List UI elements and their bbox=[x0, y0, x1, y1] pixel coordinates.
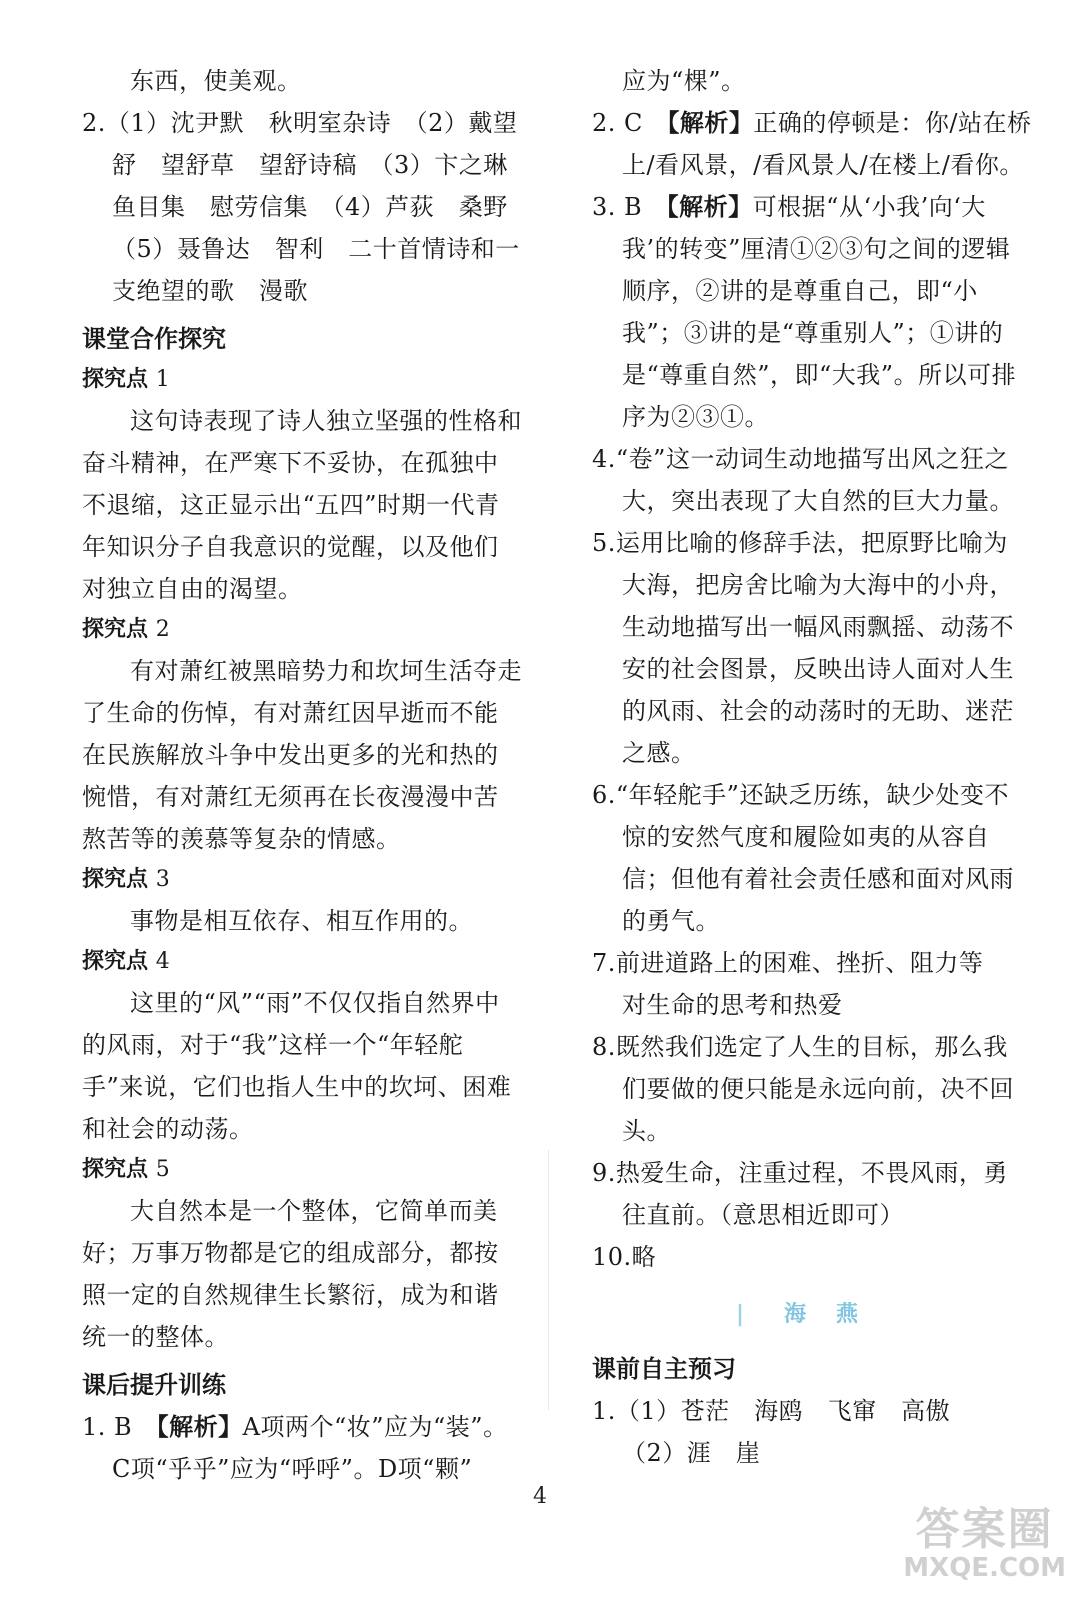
section-heading-classroom: 课堂合作探究 bbox=[82, 325, 226, 353]
preview-item-1-line2: （2）涯 崖 bbox=[622, 1439, 761, 1467]
section-heading-preview: 课前自主预习 bbox=[592, 1355, 736, 1383]
item-2-line: 鱼目集 慰劳信集 （4）芦荻 桑野 bbox=[112, 193, 508, 221]
inquiry-point-text: 有对萧红被黑暗势力和坎坷生活夺走了生命的伤悼，有对萧红因早逝而不能在民族解放斗争中发出更多的光和热的惋惜，有对萧红无须再在长夜漫漫中苦熬苦等的羡慕等复杂的情感。 bbox=[82, 657, 522, 853]
inquiry-point-heading: 探究点 1 bbox=[82, 367, 170, 392]
section-heading-after-class: 课后提升训练 bbox=[82, 1371, 226, 1399]
answer-item: 8.既然我们选定了人生的目标，那么我们要做的便只能是永远向前，决不回头。 bbox=[592, 1033, 1014, 1145]
item-2-line: 支绝望的歌 漫歌 bbox=[112, 277, 308, 305]
inquiry-point-text: 这句诗表现了诗人独立坚强的性格和奋斗精神，在严寒下不妥协，在孤独中不退缩，这正显示出“五四”时期一代青年知识分子自我意识的觉醒，以及他们对独立自由的渴望。 bbox=[82, 407, 522, 603]
item-2-line: （5）聂鲁达 智利 二十首情诗和一 bbox=[112, 235, 520, 263]
inquiry-point-heading: 探究点 2 bbox=[82, 617, 170, 642]
answer-item: 5.运用比喻的修辞手法，把原野比喻为大海，把房舍比喻为大海中的小舟，生动地描写出一幅风雨飘摇、动荡不安的社会图景，反映出诗人面对人生的风雨、社会的动荡时的无助、迷茫之感。 bbox=[592, 529, 1014, 767]
watermark-url: MXQE.COM bbox=[903, 1553, 1066, 1583]
inquiry-point bbox=[82, 860, 522, 942]
answer-item: 4.“卷”这一动词生动地描写出风之狂之大，突出表现了大自然的巨大力量。 bbox=[592, 445, 1014, 515]
answer-item: 10.略 bbox=[592, 1243, 657, 1271]
inquiry-point-text: 事物是相互依存、相互作用的。 bbox=[130, 907, 473, 935]
page-number: 4 bbox=[533, 1484, 547, 1509]
inquiry-point-heading: 探究点 4 bbox=[82, 949, 170, 974]
watermark-logo bbox=[903, 1506, 1066, 1582]
title-bar-icon: | bbox=[735, 1302, 775, 1327]
inquiry-point bbox=[82, 360, 522, 610]
inquiry-point bbox=[82, 942, 522, 1150]
column-divider bbox=[548, 1150, 549, 1410]
answer-item-continuation: 对生命的思考和热爱 bbox=[622, 991, 843, 1019]
left-column bbox=[82, 60, 522, 1490]
answer-item: 2. C 【解析】正确的停顿是：你/站在桥上/看风景，/看风景人/在楼上/看你。 bbox=[592, 109, 1032, 179]
inquiry-point-text: 这里的“风”“雨”不仅仅指自然界中的风雨，对于“我”这样一个“年轻舵手”来说，它们也指人生中的坎坷、困难和社会的动荡。 bbox=[82, 989, 512, 1143]
inquiry-point bbox=[82, 1150, 522, 1358]
answer-item: 3. B 【解析】可根据“从‘小我’向‘大我’的转变”厘清①②③句之间的逻辑顺序，②讲的是尊重自己，即“小我”；③讲的是“尊重别人”；①讲的是“尊重自然”，即“大我”。所以可排序为②③①。 bbox=[592, 193, 1017, 431]
preview-item-1: 1.（1）苍茫 海鸥 飞窜 高傲 bbox=[592, 1397, 951, 1425]
intro-line: 东西，使美观。 bbox=[130, 67, 302, 95]
item-2-line: 舒 望舒草 望舒诗稿 （3）卞之琳 bbox=[112, 151, 508, 179]
item-2-line: 2.（1）沈尹默 秋明室杂诗 （2）戴望 bbox=[82, 109, 518, 137]
inquiry-point-text: 大自然本是一个整体，它简单而美好；万事万物都是它的组成部分，都按照一定的自然规律生长繁衍，成为和谐统一的整体。 bbox=[82, 1197, 499, 1351]
inquiry-point-heading: 探究点 3 bbox=[82, 867, 170, 892]
inquiry-point-heading: 探究点 5 bbox=[82, 1157, 170, 1182]
continued-line: 应为“棵”。 bbox=[622, 67, 746, 95]
watermark-text: 答案圈 bbox=[915, 1504, 1054, 1555]
answer-item: 7.前进道路上的困难、挫折、阻力等 bbox=[592, 949, 984, 977]
inquiry-point bbox=[82, 610, 522, 860]
lesson-title: | 海燕 bbox=[735, 1302, 889, 1327]
right-column bbox=[592, 60, 1032, 1474]
answer-item: 6.“年轻舵手”还缺乏历练，缺少处变不惊的安然气度和履险如夷的从容自信；但他有着社会责任感和面对风雨的勇气。 bbox=[592, 781, 1014, 935]
after-class-item-1: 1. B 【解析】A项两个“妆”应为“装”。C项“乎乎”应为“呼呼”。D项“颗” bbox=[82, 1413, 508, 1483]
answer-item: 9.热爱生命，注重过程，不畏风雨，勇往直前。（意思相近即可） bbox=[592, 1159, 1008, 1229]
item-2-authors bbox=[82, 102, 522, 312]
